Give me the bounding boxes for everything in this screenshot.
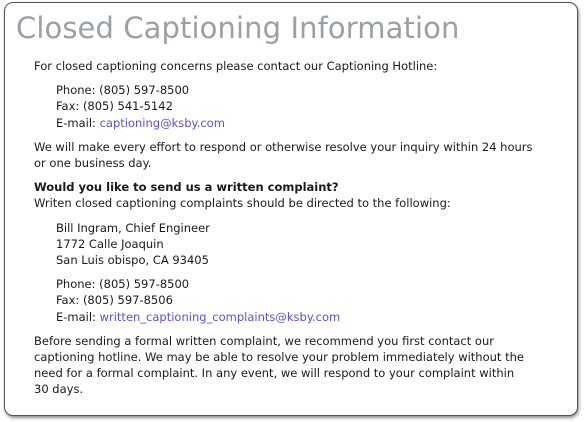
hotline-fax: Fax: (805) 541-5142 — [56, 99, 173, 114]
response-text — [34, 139, 554, 171]
intro-text: For closed captioning concerns please contact our Captioning Hotline: — [34, 59, 438, 73]
hotline-email-link[interactable]: captioning@ksby.com — [99, 115, 225, 130]
page-title: Closed Captioning Information — [16, 11, 460, 45]
mailing-address-block — [34, 220, 554, 269]
complaint-contact-block — [34, 276, 554, 325]
complaint-email-link[interactable]: written_captioning_complaints@ksby.com — [99, 309, 341, 324]
closing-line: captioning hotline. We may be able to resolve your problem immediately without the — [34, 350, 524, 365]
captioning-info-panel — [4, 2, 578, 416]
response-line-1: We will make every effort to respond or otherwise resolve your inquiry within 24 hours — [34, 139, 533, 154]
complaint-fax: Fax: (805) 597-8506 — [56, 293, 173, 308]
closing-text — [34, 333, 554, 398]
content-body — [34, 58, 554, 398]
address-name: Bill Ingram, Chief Engineer — [56, 220, 210, 235]
response-line-2: or one business day. — [34, 156, 152, 171]
closing-line: need for a formal complaint. In any event, we will respond to your complaint within — [34, 366, 515, 381]
address-street: 1772 Calle Joaquin — [56, 236, 164, 251]
address-city: San Luis obispo, CA 93405 — [56, 253, 209, 268]
complaint-intro: Writen closed captioning complaints should be directed to the following: — [34, 196, 451, 211]
complaint-heading: Would you like to send us a written complaint? — [34, 180, 339, 195]
complaint-email-label: E-mail: — [56, 309, 100, 324]
hotline-email-line — [56, 115, 554, 131]
complaint-phone: Phone: (805) 597-8500 — [56, 277, 190, 292]
complaint-email-line — [56, 309, 554, 325]
closing-line: 30 days. — [34, 382, 84, 397]
hotline-phone: Phone: (805) 597-8500 — [56, 83, 190, 98]
hotline-contact-block — [34, 82, 554, 131]
hotline-email-label: E-mail: — [56, 115, 100, 130]
closing-line: Before sending a formal written complaint, we recommend you first contact our — [34, 333, 494, 348]
